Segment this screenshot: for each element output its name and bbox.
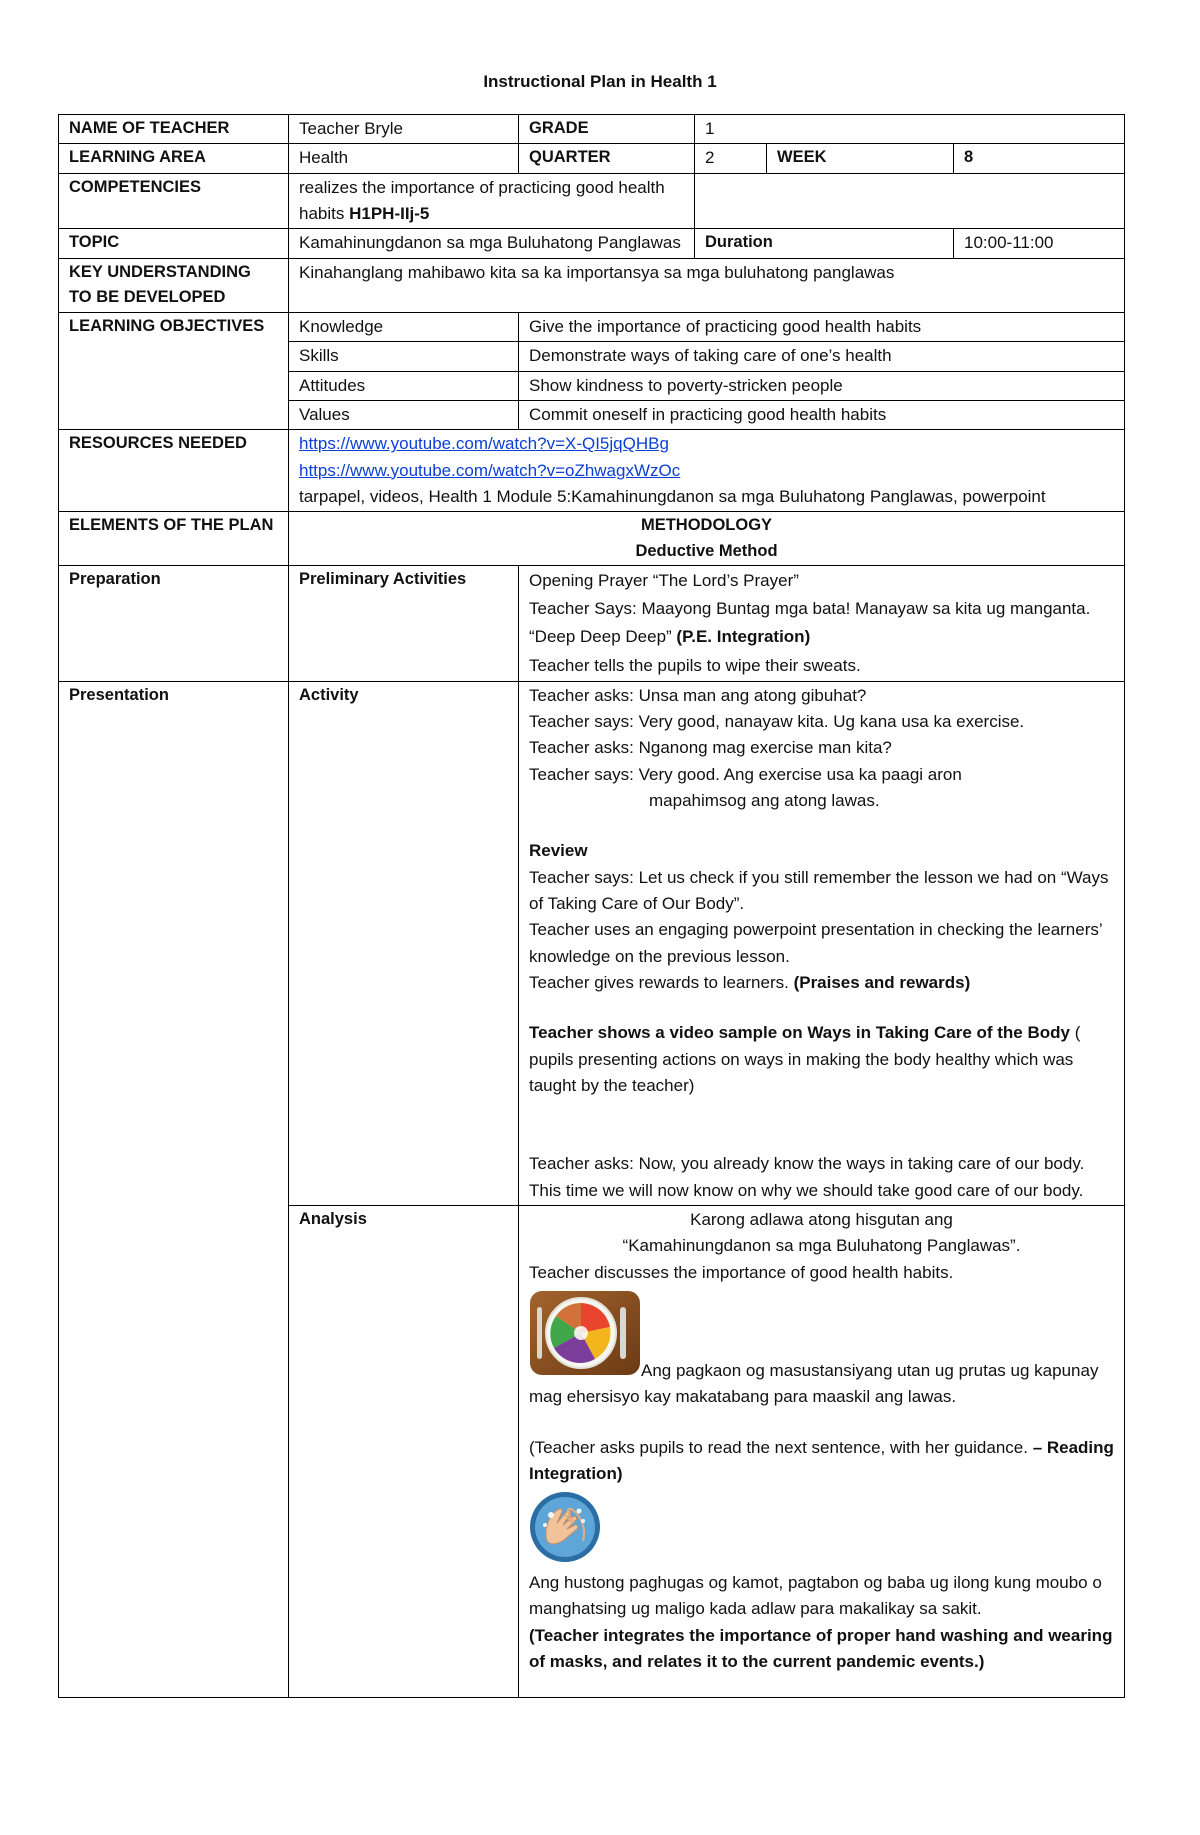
- row-teacher: [59, 115, 1125, 144]
- resource-link-1[interactable]: https://www.youtube.com/watch?v=X-QI5jqQHBg: [299, 434, 669, 454]
- resources-value: [289, 430, 1125, 512]
- week-label: WEEK: [767, 144, 954, 173]
- analysis-content: [519, 1206, 1125, 1698]
- grade-label: GRADE: [519, 115, 695, 144]
- teacher-label: NAME OF TEACHER: [59, 115, 289, 144]
- row-preparation: [59, 566, 1125, 681]
- preliminary-label: Preliminary Activities: [289, 566, 519, 681]
- reading-line: [529, 1435, 1114, 1488]
- activity-line: Teacher says: Very good. Ang exercise usa ka paagi aron: [529, 764, 962, 784]
- objective-domain: Knowledge: [289, 312, 519, 341]
- review-text: Teacher gives rewards to learners.: [529, 973, 794, 992]
- row-competencies: [59, 173, 1125, 229]
- analysis-center-line: Karong adlawa atong hisgutan ang: [690, 1210, 953, 1230]
- resource-materials: tarpapel, videos, Health 1 Module 5:Kamahinungdanon sa mga Buluhatong Panglawas, powerpoint: [299, 486, 1046, 506]
- elements-label: ELEMENTS OF THE PLAN: [59, 512, 289, 566]
- key-label: KEY UNDERSTANDING TO BE DEVELOPED: [59, 258, 289, 312]
- prep-line: Teacher tells the pupils to wipe their sweats.: [529, 655, 861, 675]
- row-resources: [59, 430, 1125, 512]
- activity-line: mapahimsog ang atong lawas.: [649, 790, 880, 810]
- final-note: (Teacher integrates the importance of proper hand washing and wearing of masks, and relates it to the current pandemic events.): [529, 1625, 1113, 1671]
- teacher-value: Teacher Bryle: [289, 115, 519, 144]
- activity-label: Activity: [289, 681, 519, 1206]
- review-bold: (Praises and rewards): [793, 973, 971, 992]
- method-name: Deductive Method: [635, 541, 778, 560]
- video-line: [529, 1020, 1114, 1099]
- objectives-label: LEARNING OBJECTIVES: [59, 312, 289, 429]
- wash-text: Ang hustong paghugas og kamot, pagtabon og baba ug ilong kung moubo o manghatsing ug maligo kada adlaw para makalikay sa sakit.: [529, 1572, 1102, 1619]
- wash-block: [529, 1491, 1114, 1622]
- row-key-understanding: [59, 258, 1125, 312]
- reading-text: (Teacher asks pupils to read the next sentence, with her guidance.: [529, 1437, 1033, 1457]
- activity-line: Teacher says: Very good, nanayaw kita. Ug kana usa ka exercise.: [529, 711, 1025, 731]
- objective-domain: Attitudes: [289, 371, 519, 400]
- food-plate-icon: [529, 1290, 641, 1384]
- prep-line: [529, 595, 1114, 651]
- analysis-label: Analysis: [289, 1206, 519, 1698]
- prep-line-bold: (P.E. Integration): [676, 627, 811, 647]
- activity-line: Teacher asks: Unsa man ang atong gibuhat?: [529, 685, 867, 705]
- area-label: LEARNING AREA: [59, 144, 289, 173]
- row-area: [59, 144, 1125, 173]
- food-block: [529, 1290, 1114, 1411]
- review-line: Teacher uses an engaging powerpoint presentation in checking the learners’ knowledge on the previous lesson.: [529, 920, 1103, 966]
- row-elements: [59, 512, 1125, 566]
- quarter-value: 2: [695, 144, 767, 173]
- row-topic: [59, 229, 1125, 258]
- preparation-content: [519, 566, 1125, 681]
- area-value: Health: [289, 144, 519, 173]
- objective-text: Give the importance of practicing good health habits: [519, 312, 1125, 341]
- competencies-value: [289, 173, 695, 229]
- plan-table: [58, 114, 1125, 1698]
- duration-value: 10:00-11:00: [954, 229, 1125, 258]
- resources-label: RESOURCES NEEDED: [59, 430, 289, 512]
- activity-content: [519, 681, 1125, 1206]
- presentation-label: Presentation: [59, 681, 289, 1698]
- activity-end: Teacher asks: Now, you already know the ways in taking care of our body. This time we will now know on why we should take good care of our body.: [529, 1154, 1085, 1200]
- methodology-cell: [289, 512, 1125, 566]
- objective-text: Show kindness to poverty-stricken people: [519, 371, 1125, 400]
- prep-line-text: Teacher Says: Maayong Buntag mga bata! Manayaw sa kita ug manganta. “Deep Deep Deep”: [529, 599, 1091, 647]
- competencies-label: COMPETENCIES: [59, 173, 289, 229]
- review-line: [529, 970, 1114, 996]
- duration-label: Duration: [695, 229, 954, 258]
- week-value: 8: [954, 144, 1125, 173]
- methodology-title: METHODOLOGY: [640, 516, 773, 535]
- preparation-label: Preparation: [59, 566, 289, 681]
- objective-domain: Values: [289, 400, 519, 429]
- hand-washing-icon: [529, 1491, 601, 1571]
- prep-line: Opening Prayer “The Lord’s Prayer”: [529, 571, 799, 591]
- video-text: ( pupils presenting actions on ways in making the body healthy which was taught by the teacher): [529, 1023, 1081, 1096]
- objective-text: Commit oneself in practicing good health habits: [519, 400, 1125, 429]
- competencies-empty: [695, 173, 1125, 229]
- review-title: Review: [529, 841, 588, 861]
- topic-label: TOPIC: [59, 229, 289, 258]
- review-line: Teacher says: Let us check if you still remember the lesson we had on “Ways of Taking Care of Our Body”.: [529, 867, 1109, 913]
- analysis-center-line: “Kamahinungdanon sa mga Buluhatong Panglawas”.: [622, 1236, 1021, 1256]
- row-presentation-activity: [59, 681, 1125, 1206]
- quarter-label: QUARTER: [519, 144, 695, 173]
- reading-bold: – Reading Integration): [529, 1437, 1114, 1484]
- page-title: Instructional Plan in Health 1: [483, 72, 717, 91]
- video-bold: Teacher shows a video sample on Ways in Taking Care of the Body: [529, 1023, 1070, 1043]
- competencies-text: realizes the importance of practicing good health habits: [299, 177, 665, 224]
- grade-value: 1: [695, 115, 1125, 144]
- competencies-code: H1PH-IIj-5: [349, 204, 430, 224]
- objective-domain: Skills: [289, 342, 519, 371]
- row-objective-knowledge: [59, 312, 1125, 341]
- resource-link-2[interactable]: https://www.youtube.com/watch?v=oZhwagxWzOc: [299, 460, 681, 480]
- food-text: Ang pagkaon og masustansiyang utan ug prutas ug kapunay mag ehersisyo kay makatabang para maaskil ang lawas.: [529, 1361, 1099, 1407]
- analysis-line: Teacher discusses the importance of good health habits.: [529, 1262, 954, 1282]
- activity-line: Teacher asks: Nganong mag exercise man kita?: [529, 738, 892, 758]
- objective-text: Demonstrate ways of taking care of one’s health: [519, 342, 1125, 371]
- key-value: Kinahanglang mahibawo kita sa ka importansya sa mga buluhatong panglawas: [289, 258, 1125, 312]
- topic-value: Kamahinungdanon sa mga Buluhatong Panglawas: [289, 229, 695, 258]
